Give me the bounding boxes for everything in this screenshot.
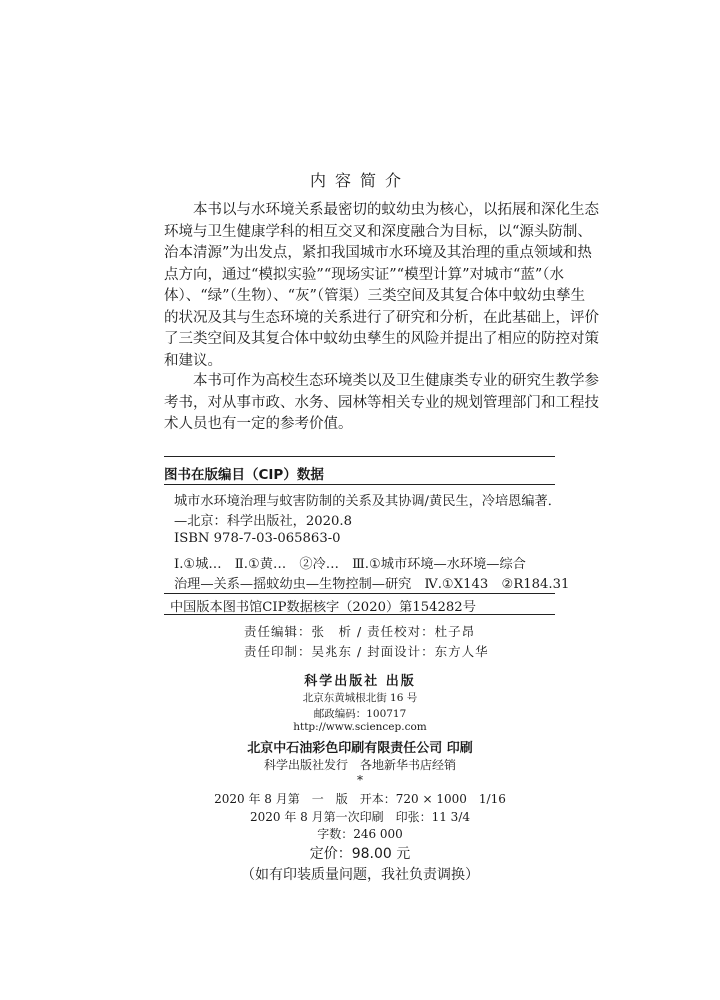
cip-subject-line-2: 治理—关系—摇蚊幼虫—生物控制—研究 Ⅳ.①X143 ②R184.31 [174, 577, 570, 592]
publisher-url: http://www.sciencep.com [293, 721, 427, 733]
cip-subject-line-1: Ⅰ.①城… Ⅱ.①黄… ②冷… Ⅲ.①城市环境—水环境—综合 [174, 557, 526, 572]
summary-p1-line-7: 了三类空间及其复合体中蚊幼虫孳生的风险并提出了相应的防控对策 [164, 331, 599, 347]
summary-p1-line-6: 的状况及其与生态环境的关系进行了研究和分析，在此基础上，评价 [164, 309, 599, 326]
printing-cover-credits: 责任印制：吴兆东 / 封面设计：东方人华 [244, 644, 489, 659]
word-count: 字数：246 000 [317, 827, 403, 841]
summary-paragraph-2 [164, 371, 599, 436]
price: 定价：98.00 元 [309, 846, 411, 862]
cip-isbn: ISBN 978-7-03-065863-0 [174, 531, 341, 546]
summary-p2-line-2: 考书，对从事市政、水务、园林等相关专业的规划管理部门和工程技 [164, 394, 599, 411]
publisher-address: 北京东黄城根北街 16 号 [302, 692, 418, 704]
summary-p1-line-2: 环境与卫生健康学科的相互交叉和深度融合为目标，以“源头防制、 [164, 223, 592, 240]
summary-p1-line-1: 本书以与水环境关系最密切的蚊幼虫为核心，以拓展和深化生态 [164, 202, 599, 218]
summary-p1-line-4: 点方向，通过“模拟实验”“现场实证”“模型计算”对城市“蓝”（水 [164, 266, 565, 283]
summary-p2-line-3: 术人员也有一定的参考价值。 [164, 416, 353, 432]
distribution-info: 科学出版社发行 各地新华书店经销 [263, 758, 456, 772]
cip-middle-rule [164, 593, 555, 594]
quality-note: （如有印装质量问题，我社负责调换） [241, 867, 479, 883]
edition-info: 2020 年 8 月第 一 版 开本：720 × 1000 1/16 [214, 792, 506, 806]
cip-check-number: 中国版本图书馆CIP数据核字（2020）第154282号 [170, 600, 476, 615]
publisher-name: 科学出版社 出版 [304, 674, 416, 689]
printer-name: 北京中石油彩色印刷有限责任公司 印刷 [247, 741, 473, 756]
cip-top-rule [164, 456, 555, 457]
cip-imprint-line: —北京：科学出版社，2020.8 [174, 514, 353, 529]
summary-p1-line-3: 治本清源”为出发点，紧扣我国城市水环境及其治理的重点领域和热 [164, 245, 592, 261]
summary-p2-line-1: 本书可作为高校生态环境类以及卫生健康类专业的研究生教学参 [164, 373, 599, 389]
cip-bottom-rule [164, 614, 555, 615]
printing-info: 2020 年 8 月第一次印刷 印张：11 3/4 [249, 810, 470, 824]
cip-title: 图书在版编目（CIP）数据 [164, 467, 324, 483]
cip-bibliographic-line: 城市水环境治理与蚊害防制的关系及其协调/黄民生，冷培恩编著． [174, 494, 561, 509]
summary-p1-line-8: 和建议。 [164, 352, 222, 369]
cip-title-rule [164, 484, 555, 485]
separator-star: * [357, 773, 363, 787]
summary-p1-line-5: 体）、“绿”（生物）、“灰”（管渠）三类空间及其复合体中蚊幼虫孳生 [164, 288, 586, 304]
publisher-postcode: 邮政编码：100717 [313, 708, 407, 720]
summary-paragraph-1 [164, 200, 599, 372]
editor-proofreader-credits: 责任编辑：张 析 / 责任校对：杜子昂 [244, 624, 476, 639]
summary-title: 内容简介 [309, 171, 410, 190]
